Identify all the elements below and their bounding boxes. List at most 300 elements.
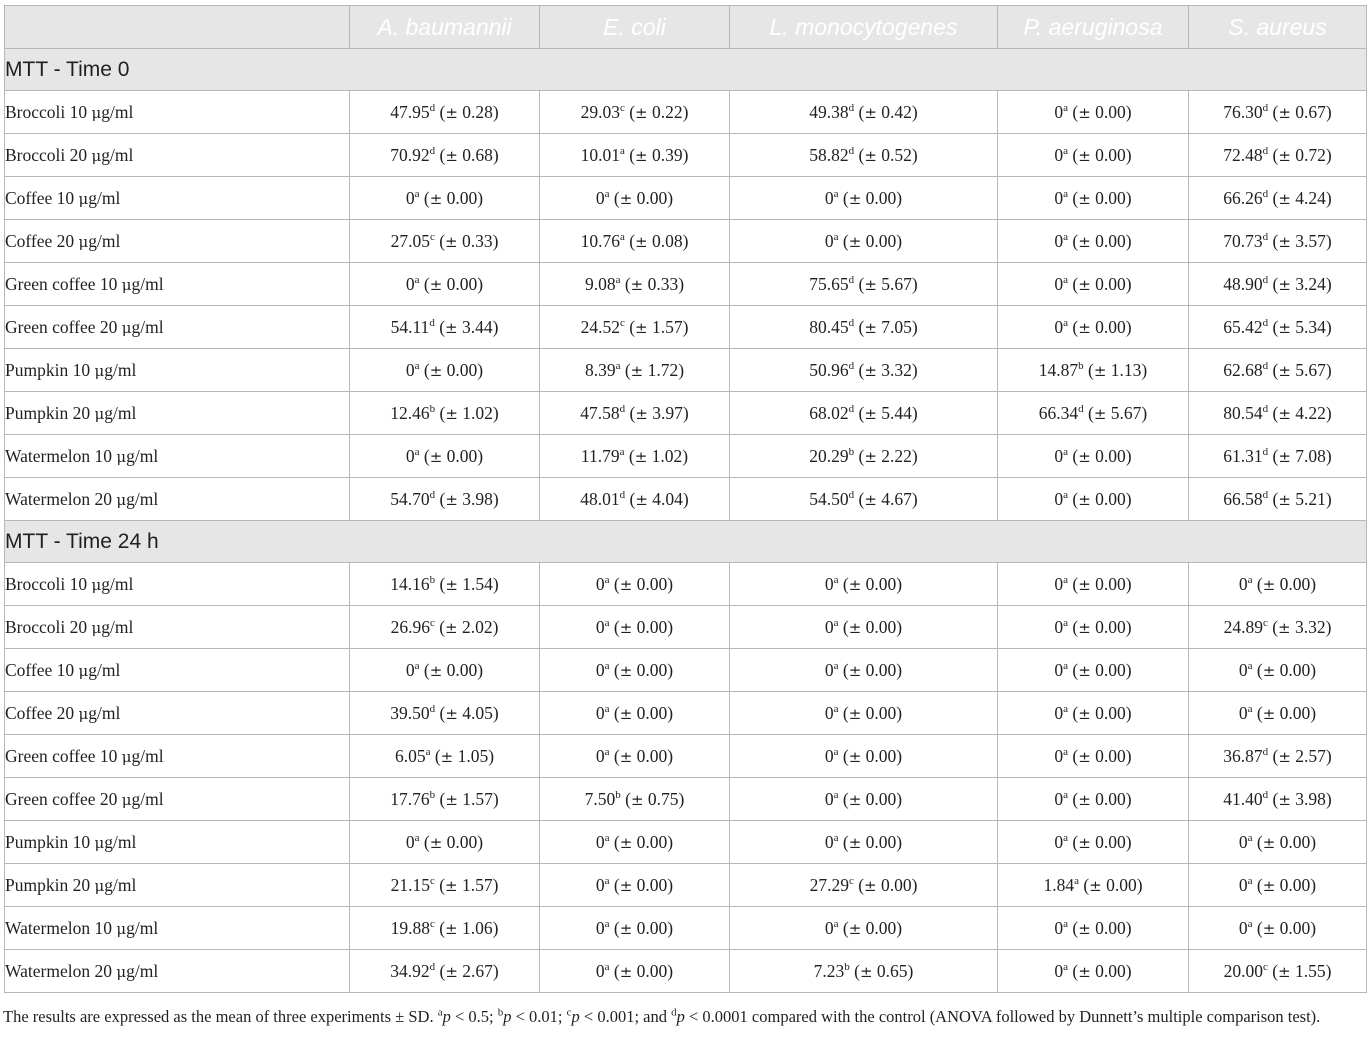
cell-sd: 0.00 — [636, 960, 668, 981]
table-cell: 62.68$^d$ (± 5.67) — [1189, 349, 1367, 392]
cell-mean: 54.11 — [390, 316, 430, 337]
cell-mean: 0 — [595, 659, 605, 680]
cell-sd: 3.32 — [881, 359, 912, 380]
cell-mean: 0 — [824, 788, 834, 809]
table-cell: 8.39$^a$ (± 1.72) — [540, 349, 730, 392]
table-cell: 0$^a$ (± 0.00) — [350, 821, 540, 864]
cell-mean: 0 — [405, 273, 415, 294]
cell-significance: a — [1063, 445, 1069, 458]
cell-significance: a — [833, 788, 839, 801]
cell-significance: b — [1078, 359, 1084, 372]
plus-minus-symbol: ± — [848, 189, 862, 208]
plus-minus-symbol: ± — [445, 704, 458, 723]
table-cell: 1.84$^a$ (± 0.00) — [998, 864, 1189, 907]
cell-mean: 29.03 — [580, 101, 620, 122]
plus-minus-symbol: ± — [1262, 661, 1276, 680]
row-label-unit: g/ml — [126, 445, 159, 466]
cell-sd: 1.57 — [651, 316, 683, 337]
plus-minus-symbol: ± — [1262, 876, 1276, 895]
cell-significance: d — [1262, 187, 1269, 200]
cell-mean: 0 — [405, 359, 415, 380]
cell-sd: 3.32 — [1294, 616, 1326, 637]
plus-minus-symbol: ± — [1278, 404, 1291, 423]
plus-minus-symbol: ± — [635, 232, 648, 251]
table-row — [5, 349, 1367, 392]
plus-minus-symbol: ± — [848, 833, 862, 852]
cell-significance: a — [414, 831, 420, 844]
table-cell: 9.08$^a$ (± 0.33) — [540, 263, 730, 306]
cell-significance: d — [848, 101, 855, 114]
micro-symbol: μ — [91, 575, 102, 594]
cell-significance: d — [429, 316, 435, 329]
cell-sd: 0.00 — [636, 702, 668, 723]
table-cell: 66.58$^d$ (± 5.21) — [1189, 478, 1367, 521]
cell-sd: 0.00 — [636, 616, 668, 637]
cell-significance: a — [1063, 745, 1069, 758]
cell-significance: a — [414, 273, 420, 286]
cell-sd: 5.21 — [1295, 488, 1326, 509]
micro-symbol: μ — [121, 275, 132, 294]
plus-minus-symbol: ± — [864, 103, 877, 122]
cell-sd: 0.00 — [1279, 659, 1311, 680]
table-cell: 0$^a$ (± 0.00) — [998, 435, 1189, 478]
cell-significance: a — [425, 745, 431, 758]
row-label-unit: g/ml — [126, 488, 159, 509]
plus-minus-symbol: ± — [1278, 232, 1291, 251]
cell-significance: a — [604, 187, 610, 200]
table-cell: 70.73$^d$ (± 3.57) — [1189, 220, 1367, 263]
cell-significance: d — [848, 359, 855, 372]
cell-mean: 11.79 — [580, 445, 620, 466]
cell-sd: 0.00 — [1095, 101, 1126, 122]
cell-significance: d — [1262, 745, 1269, 758]
cell-sd: 0.22 — [651, 101, 683, 122]
cell-significance: a — [604, 874, 610, 887]
table-cell: 11.79$^a$ (± 1.02) — [540, 435, 730, 478]
cell-mean: 49.38 — [809, 101, 849, 122]
cell-mean: 0 — [1054, 101, 1064, 122]
cell-sd: 4.04 — [652, 488, 683, 509]
row-label-text: Coffee 20 — [5, 702, 79, 723]
cell-sd: 0.00 — [1095, 831, 1126, 852]
plus-minus-symbol: ± — [848, 704, 862, 723]
plus-minus-symbol: ± — [445, 575, 458, 594]
row-label-unit: g/ml — [126, 960, 159, 981]
cell-sd: 0.00 — [636, 831, 668, 852]
footnote-p-variable: p — [503, 1007, 512, 1026]
plus-minus-symbol: ± — [1078, 275, 1091, 294]
table-cell: 0$^a$ (± 0.00) — [730, 907, 998, 950]
cell-sd: 0.00 — [446, 445, 478, 466]
cell-mean: 0 — [1054, 831, 1064, 852]
cell-mean: 0 — [824, 230, 834, 251]
cell-mean: 12.46 — [390, 402, 430, 423]
cell-sd: 0.00 — [636, 187, 668, 208]
cell-significance: a — [1063, 316, 1069, 329]
cell-mean: 0 — [824, 573, 834, 594]
table-cell: 0$^a$ (± 0.00) — [998, 134, 1189, 177]
table-cell: 75.65$^d$ (± 5.67) — [730, 263, 998, 306]
cell-mean: 75.65 — [809, 273, 849, 294]
cell-significance: c — [429, 616, 435, 629]
cell-significance: d — [1262, 144, 1269, 157]
cell-mean: 0 — [405, 659, 415, 680]
plus-minus-symbol: ± — [1093, 404, 1107, 423]
table-cell: 80.45$^d$ (± 7.05) — [730, 306, 998, 349]
row-label-unit: g/ml — [104, 402, 137, 423]
table-cell: 21.15$^c$ (± 1.57) — [350, 864, 540, 907]
cell-mean: 0 — [1054, 659, 1064, 680]
cell-significance: c — [619, 101, 625, 114]
plus-minus-symbol: ± — [859, 962, 873, 981]
table-cell: 76.30$^d$ (± 0.67) — [1189, 91, 1367, 134]
table-cell: 66.34$^d$ (± 5.67) — [998, 392, 1189, 435]
cell-sd: 0.75 — [647, 788, 679, 809]
row-label-unit: g/ml — [101, 144, 134, 165]
cell-significance: d — [1262, 788, 1269, 801]
cell-mean: 0 — [1238, 702, 1248, 723]
cell-mean: 21.15 — [390, 874, 430, 895]
column-header-p-aeruginosa: P. aeruginosa — [998, 6, 1189, 49]
cell-mean: 0 — [595, 745, 605, 766]
cell-sd: 0.65 — [876, 960, 908, 981]
plus-minus-symbol: ± — [864, 876, 877, 895]
cell-significance: c — [619, 316, 625, 329]
plus-minus-symbol: ± — [1262, 704, 1276, 723]
cell-mean: 66.34 — [1038, 402, 1079, 423]
column-header-s-aureus: S. aureus — [1189, 6, 1367, 49]
table-row — [5, 91, 1367, 134]
cell-significance: a — [619, 445, 625, 458]
table-cell: 17.76$^b$ (± 1.57) — [350, 778, 540, 821]
cell-sd: 0.00 — [880, 874, 912, 895]
cell-significance: a — [1247, 659, 1253, 672]
table-cell: 61.31$^d$ (± 7.08) — [1189, 435, 1367, 478]
plus-minus-symbol: ± — [1278, 747, 1291, 766]
table-cell: 47.58$^d$ (± 3.97) — [540, 392, 730, 435]
plus-minus-symbol: ± — [848, 790, 862, 809]
cell-mean: 0 — [405, 831, 415, 852]
table-cell: 68.02$^d$ (± 5.44) — [730, 392, 998, 435]
cell-mean: 17.76 — [390, 788, 430, 809]
table-cell: 0$^a$ (± 0.00) — [998, 478, 1189, 521]
cell-significance: a — [604, 702, 610, 715]
table-cell: 0$^a$ (± 0.00) — [730, 606, 998, 649]
plus-minus-symbol: ± — [619, 189, 633, 208]
table-cell: 29.03$^c$ (± 0.22) — [540, 91, 730, 134]
cell-significance: b — [429, 402, 436, 415]
plus-minus-symbol: ± — [864, 447, 877, 466]
cell-significance: a — [1063, 960, 1069, 973]
cell-sd: 0.00 — [636, 874, 668, 895]
cell-significance: a — [414, 659, 420, 672]
cell-mean: 65.42 — [1223, 316, 1263, 337]
table-cell: 0$^a$ (± 0.00) — [998, 649, 1189, 692]
cell-mean: 47.58 — [580, 402, 620, 423]
cell-sd: 0.00 — [1095, 745, 1126, 766]
table-cell: 0$^a$ (± 0.00) — [540, 821, 730, 864]
cell-sd: 1.55 — [1294, 960, 1326, 981]
cell-significance: a — [833, 573, 839, 586]
cell-significance: c — [1262, 960, 1268, 973]
micro-symbol: μ — [116, 490, 127, 509]
table-cell: 54.11$^d$ (± 3.44) — [350, 306, 540, 349]
section-title: MTT - Time 24 h — [5, 521, 1367, 563]
cell-significance: a — [1063, 702, 1069, 715]
cell-mean: 48.01 — [580, 488, 620, 509]
plus-minus-symbol: ± — [1089, 876, 1102, 895]
row-label — [5, 349, 350, 392]
plus-minus-symbol: ± — [619, 575, 633, 594]
plus-minus-symbol: ± — [619, 833, 633, 852]
cell-significance: a — [1247, 702, 1253, 715]
cell-mean: 0 — [824, 745, 834, 766]
table-row — [5, 563, 1367, 606]
cell-mean: 0 — [824, 616, 834, 637]
cell-sd: 0.00 — [1279, 573, 1311, 594]
cell-significance: a — [604, 573, 610, 586]
table-cell: 0$^a$ (± 0.00) — [540, 563, 730, 606]
cell-significance: a — [833, 702, 839, 715]
table-cell: 80.54$^d$ (± 4.22) — [1189, 392, 1367, 435]
cell-significance: d — [1262, 316, 1269, 329]
row-label-text: Green coffee 10 — [5, 273, 122, 294]
plus-minus-symbol: ± — [445, 146, 458, 165]
plus-minus-symbol: ± — [445, 318, 458, 337]
cell-sd: 2.22 — [881, 445, 912, 466]
row-label-text: Broccoli 10 — [5, 101, 92, 122]
table-cell: 24.52$^c$ (± 1.57) — [540, 306, 730, 349]
cell-significance: d — [848, 316, 855, 329]
cell-significance: a — [615, 359, 621, 372]
cell-mean: 62.68 — [1223, 359, 1263, 380]
table-row — [5, 220, 1367, 263]
table-cell: 0$^a$ (± 0.00) — [730, 649, 998, 692]
cell-mean: 0 — [1238, 831, 1248, 852]
cell-significance: d — [848, 273, 855, 286]
cell-mean: 0 — [1054, 187, 1064, 208]
plus-minus-symbol: ± — [445, 490, 458, 509]
cell-significance: a — [414, 359, 420, 372]
cell-mean: 7.50 — [584, 788, 616, 809]
cell-sd: 1.06 — [461, 917, 493, 938]
cell-sd: 0.00 — [446, 187, 478, 208]
plus-minus-symbol: ± — [1278, 103, 1291, 122]
cell-sd: 1.57 — [462, 788, 493, 809]
row-label-text: Watermelon 10 — [5, 445, 117, 466]
plus-minus-symbol: ± — [445, 790, 458, 809]
table-cell: 0$^a$ (± 0.00) — [998, 950, 1189, 993]
table-cell: 0$^a$ (± 0.00) — [540, 177, 730, 220]
cell-sd: 4.05 — [462, 702, 493, 723]
row-label — [5, 821, 350, 864]
cell-sd: 3.57 — [1295, 230, 1326, 251]
plus-minus-symbol: ± — [1278, 962, 1291, 981]
cell-significance: d — [1262, 402, 1269, 415]
plus-minus-symbol: ± — [1278, 447, 1291, 466]
cell-mean: 0 — [1238, 659, 1248, 680]
table-cell: 19.88$^c$ (± 1.06) — [350, 907, 540, 950]
micro-symbol: μ — [91, 103, 102, 122]
cell-mean: 0 — [595, 831, 605, 852]
plus-minus-symbol: ± — [440, 747, 454, 766]
cell-significance: a — [833, 831, 839, 844]
cell-mean: 50.96 — [809, 359, 849, 380]
cell-significance: d — [848, 488, 855, 501]
micro-symbol: μ — [121, 747, 132, 766]
plus-minus-symbol: ± — [864, 275, 877, 294]
cell-significance: a — [1063, 573, 1069, 586]
cell-significance: d — [619, 402, 626, 415]
cell-significance: d — [1262, 230, 1269, 243]
cell-sd: 7.08 — [1295, 445, 1326, 466]
table-cell: 47.95$^d$ (± 0.28) — [350, 91, 540, 134]
table-cell: 48.01$^d$ (± 4.04) — [540, 478, 730, 521]
plus-minus-symbol: ± — [429, 275, 443, 294]
footnote-sig-marker: d — [671, 1006, 677, 1019]
cell-mean: 0 — [595, 187, 605, 208]
cell-sd: 0.00 — [865, 831, 897, 852]
cell-significance: a — [1063, 616, 1069, 629]
cell-sd: 0.39 — [651, 144, 683, 165]
plus-minus-symbol: ± — [619, 704, 633, 723]
row-label-text: Coffee 20 — [5, 230, 79, 251]
cell-sd: 0.67 — [1295, 101, 1326, 122]
cell-significance: a — [1063, 831, 1069, 844]
plus-minus-symbol: ± — [619, 661, 633, 680]
cell-mean: 8.39 — [584, 359, 616, 380]
row-label — [5, 220, 350, 263]
row-label-unit: g/ml — [131, 316, 164, 337]
table-cell: 54.50$^d$ (± 4.67) — [730, 478, 998, 521]
cell-mean: 0 — [595, 702, 605, 723]
table-cell: 0$^a$ (± 0.00) — [730, 563, 998, 606]
cell-mean: 20.00 — [1223, 960, 1263, 981]
plus-minus-symbol: ± — [1078, 962, 1091, 981]
cell-sd: 0.00 — [1095, 788, 1126, 809]
cell-sd: 0.00 — [865, 702, 897, 723]
cell-sd: 0.00 — [1279, 702, 1311, 723]
column-header-l-monocytogenes: L. monocytogenes — [730, 6, 998, 49]
column-header-a-baumannii: A. baumannii — [350, 6, 540, 49]
row-label-unit: g/ml — [88, 230, 121, 251]
cell-sd: 2.02 — [461, 616, 493, 637]
cell-mean: 0 — [824, 659, 834, 680]
plus-minus-symbol: ± — [848, 618, 862, 637]
cell-sd: 5.34 — [1295, 316, 1326, 337]
cell-sd: 0.00 — [865, 788, 897, 809]
cell-sd: 1.72 — [647, 359, 679, 380]
cell-sd: 0.00 — [446, 273, 478, 294]
row-label-text: Broccoli 10 — [5, 573, 92, 594]
cell-significance: c — [429, 230, 435, 243]
cell-mean: 0 — [824, 187, 834, 208]
table-row — [5, 177, 1367, 220]
cell-significance: a — [1063, 144, 1069, 157]
table-cell: 26.96$^c$ (± 2.02) — [350, 606, 540, 649]
cell-sd: 2.57 — [1295, 745, 1326, 766]
table-cell: 0$^a$ (± 0.00) — [998, 306, 1189, 349]
cell-sd: 0.00 — [1095, 573, 1126, 594]
cell-sd: 1.05 — [457, 745, 489, 766]
cell-significance: a — [604, 745, 610, 758]
table-cell: 0$^a$ (± 0.00) — [730, 735, 998, 778]
cell-mean: 0 — [595, 616, 605, 637]
cell-mean: 7.23 — [813, 960, 845, 981]
plus-minus-symbol: ± — [1278, 146, 1291, 165]
plus-minus-symbol: ± — [848, 919, 862, 938]
table-cell: 58.82$^d$ (± 0.52) — [730, 134, 998, 177]
cell-sd: 0.00 — [865, 745, 897, 766]
table-cell: 0$^a$ (± 0.00) — [1189, 692, 1367, 735]
plus-minus-symbol: ± — [1278, 490, 1291, 509]
cell-significance: a — [604, 616, 610, 629]
cell-sd: 4.22 — [1295, 402, 1326, 423]
cell-mean: 0 — [595, 917, 605, 938]
cell-sd: 0.00 — [1095, 702, 1126, 723]
cell-sd: 0.00 — [636, 745, 668, 766]
plus-minus-symbol: ± — [445, 103, 458, 122]
cell-mean: 0 — [824, 917, 834, 938]
micro-symbol: μ — [78, 661, 89, 680]
cell-significance: a — [1063, 917, 1069, 930]
plus-minus-symbol: ± — [429, 833, 443, 852]
cell-significance: a — [1074, 874, 1079, 887]
cell-sd: 0.00 — [446, 831, 478, 852]
plus-minus-symbol: ± — [1078, 146, 1091, 165]
table-cell: 0$^a$ (± 0.00) — [350, 177, 540, 220]
cell-significance: c — [848, 874, 854, 887]
cell-mean: 0 — [824, 702, 834, 723]
plus-minus-symbol: ± — [1078, 833, 1091, 852]
table-row — [5, 778, 1367, 821]
table-cell: 0$^a$ (± 0.00) — [1189, 907, 1367, 950]
cell-mean: 76.30 — [1223, 101, 1263, 122]
cell-mean: 0 — [595, 874, 605, 895]
row-label-unit: g/ml — [104, 874, 137, 895]
table-cell: 0$^a$ (± 0.00) — [998, 692, 1189, 735]
row-label-unit: g/ml — [101, 573, 134, 594]
row-label-unit: g/ml — [88, 702, 121, 723]
table-cell: 49.38$^d$ (± 0.42) — [730, 91, 998, 134]
table-cell: 7.23$^b$ (± 0.65) — [730, 950, 998, 993]
cell-significance: d — [429, 488, 436, 501]
table-cell: 0$^a$ (± 0.00) — [730, 778, 998, 821]
cell-mean: 54.50 — [809, 488, 849, 509]
plus-minus-symbol: ± — [1278, 189, 1291, 208]
footnote-sig-marker: c — [566, 1006, 572, 1019]
table-row — [5, 435, 1367, 478]
table-cell: 0$^a$ (± 0.00) — [998, 821, 1189, 864]
cell-sd: 0.00 — [636, 917, 668, 938]
cell-mean: 0 — [1054, 144, 1064, 165]
cell-mean: 80.45 — [809, 316, 849, 337]
plus-minus-symbol: ± — [619, 962, 633, 981]
row-label — [5, 950, 350, 993]
cell-mean: 80.54 — [1223, 402, 1263, 423]
cell-sd: 0.00 — [1095, 616, 1126, 637]
cell-sd: 3.44 — [461, 316, 493, 337]
cell-mean: 0 — [1054, 788, 1064, 809]
cell-significance: a — [1063, 659, 1069, 672]
row-label-text: Green coffee 10 — [5, 745, 122, 766]
row-label — [5, 649, 350, 692]
cell-significance: a — [1247, 573, 1253, 586]
cell-mean: 70.73 — [1223, 230, 1263, 251]
cell-sd: 0.00 — [1095, 273, 1126, 294]
table-footnote — [3, 1005, 1369, 1029]
cell-sd: 0.00 — [865, 573, 897, 594]
